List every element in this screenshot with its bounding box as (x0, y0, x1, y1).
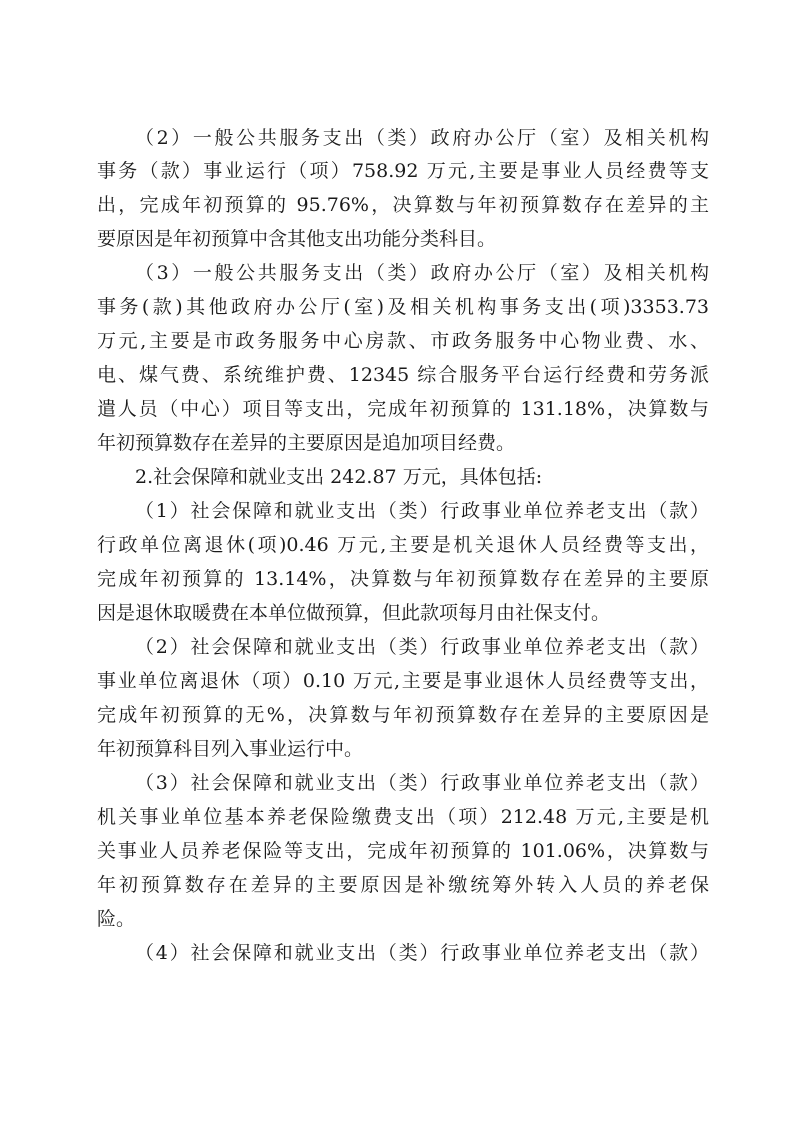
paragraph-ss-3-line-2: 机关事业单位基本养老保险缴费支出（项）212.48 万元,主要是机 (97, 806, 709, 828)
paragraph-ss-4-line-1: （4）社会保障和就业支出（类）行政事业单位养老支出（款） (135, 942, 709, 964)
paragraph-2-2-line-3: 出，完成年初预算的 95.76%，决算数与年初预算数存在差异的主 (97, 194, 709, 216)
paragraph-ss-3-line-4: 年初预算数存在差异的主要原因是补缴统筹外转入人员的养老保 (97, 874, 709, 896)
paragraph-ss-1-line-4: 因是退休取暖费在本单位做预算，但此款项每月由社保支付。 (97, 602, 611, 624)
paragraph-2-3-line-2: 事务(款)其他政府办公厅(室)及相关机构事务支出(项)3353.73 (97, 296, 709, 318)
paragraph-2-3-line-6: 年初预算数存在差异的主要原因是追加项目经费。 (97, 432, 516, 454)
paragraph-ss-2-line-4: 年初预算科目列入事业运行中。 (97, 738, 364, 760)
paragraph-2-3-line-3: 万元,主要是市政务服务中心房款、市政务服务中心物业费、水、 (97, 330, 709, 352)
section-heading-social-security: 2.社会保障和就业支出 242.87 万元，具体包括: (135, 466, 543, 488)
paragraph-ss-3-line-5: 险。 (97, 908, 136, 930)
paragraph-ss-3-line-1: （3）社会保障和就业支出（类）行政事业单位养老支出（款） (135, 772, 709, 794)
paragraph-2-2-line-4: 要原因是年初预算中含其他支出功能分类科目。 (97, 228, 497, 250)
paragraph-ss-2-line-3: 完成年初预算的无%，决算数与年初预算数存在差异的主要原因是 (97, 704, 709, 726)
paragraph-ss-1-line-3: 完成年初预算的 13.14%，决算数与年初预算数存在差异的主要原 (97, 568, 709, 590)
paragraph-ss-1-line-1: （1）社会保障和就业支出（类）行政事业单位养老支出（款） (135, 500, 709, 522)
paragraph-ss-2-line-1: （2）社会保障和就业支出（类）行政事业单位养老支出（款） (135, 636, 709, 658)
paragraph-2-3-line-4: 电、煤气费、系统维护费、12345 综合服务平台运行经费和劳务派 (97, 364, 709, 386)
paragraph-ss-1-line-2: 行政单位离退休(项)0.46 万元,主要是机关退休人员经费等支出， (97, 534, 709, 556)
paragraph-ss-3-line-3: 关事业人员养老保险等支出，完成年初预算的 101.06%，决算数与 (97, 840, 709, 862)
paragraph-ss-2-line-2: 事业单位离退休（项）0.10 万元,主要是事业退休人员经费等支出， (97, 670, 709, 692)
paragraph-2-2-line-2: 事务（款）事业运行（项）758.92 万元,主要是事业人员经费等支 (97, 160, 709, 182)
paragraph-2-3-line-1: （3）一般公共服务支出（类）政府办公厅（室）及相关机构 (135, 262, 709, 284)
paragraph-2-2-line-1: （2）一般公共服务支出（类）政府办公厅（室）及相关机构 (135, 127, 709, 149)
paragraph-2-3-line-5: 遣人员（中心）项目等支出，完成年初预算的 131.18%，决算数与 (97, 398, 709, 420)
